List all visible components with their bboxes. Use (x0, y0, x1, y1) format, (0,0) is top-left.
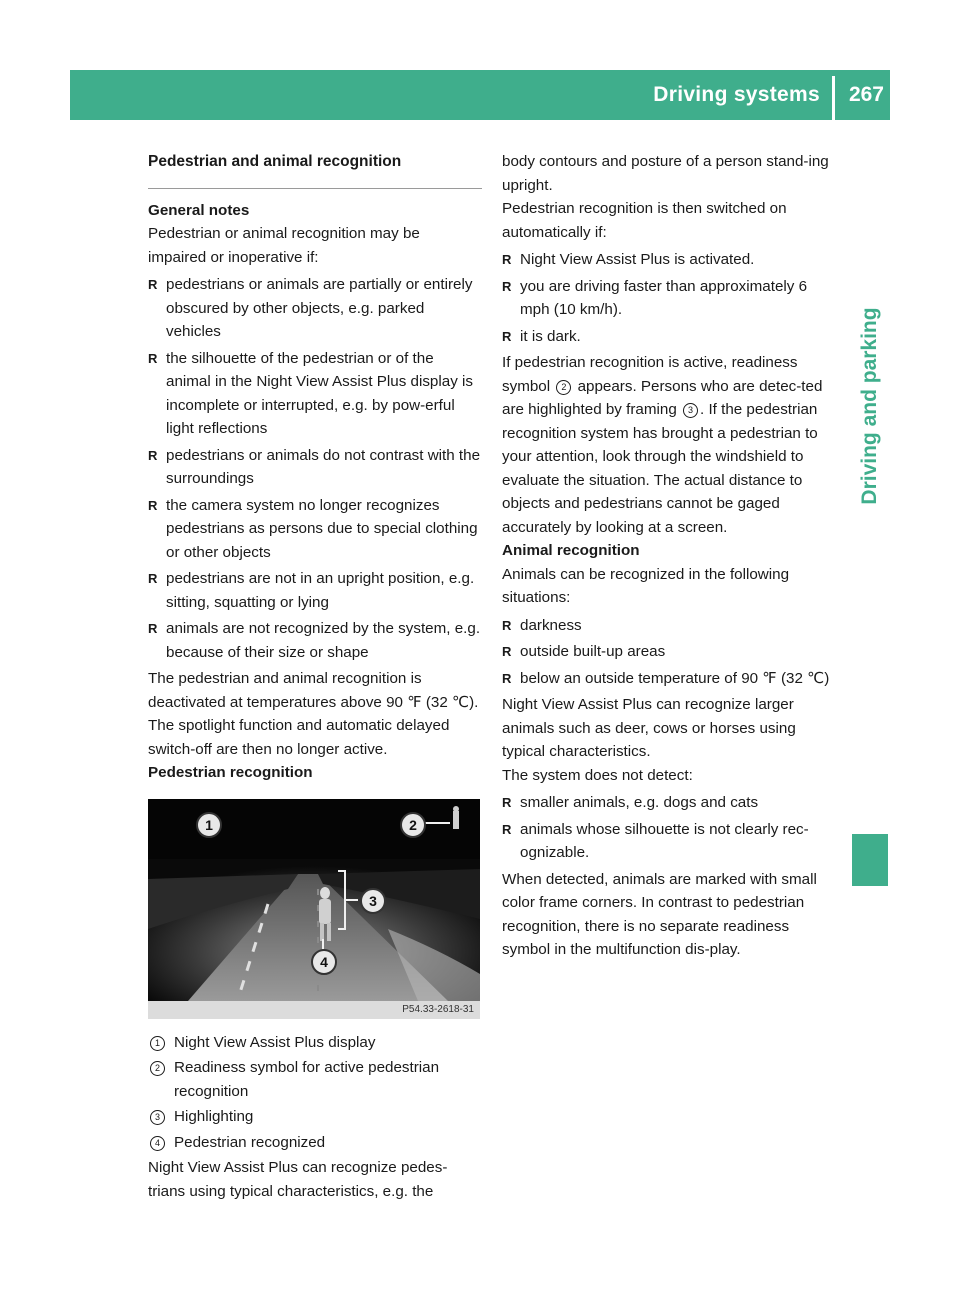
legend-text: Pedestrian recognized (174, 1133, 326, 1151)
callout-1: 1 (196, 812, 222, 838)
legend-text: Readiness symbol for active pedestrian recognition (174, 1059, 440, 1100)
ref-number: 3 (683, 403, 698, 418)
readiness-text-c: . If the pedestrian recognition system has brought a pedestrian to your attention, look through the windshield to evaluate the situation. The actual distance to objects and pedestrians cannot be gaged accurately by looking at a screen. (502, 401, 818, 536)
figure-legend (148, 1031, 482, 1155)
readiness-paragraph (502, 351, 836, 539)
general-notes-heading: General notes (148, 201, 250, 219)
list-item: R below an outside temperature of 90 ℉ (32 ℃) (502, 667, 836, 691)
list-item: R you are driving faster than approximately 6 mph (10 km/h). (502, 275, 836, 322)
night-view-figure (148, 799, 480, 1019)
legend-number: 2 (150, 1061, 165, 1076)
side-tab (852, 216, 888, 596)
legend-number: 3 (150, 1110, 165, 1125)
pedestrian-paragraph-1-continued: body contours and posture of a person stand-ing upright. (502, 153, 829, 194)
section-title: Pedestrian and animal recognition (148, 150, 482, 189)
callout-3: 3 (360, 888, 386, 914)
animal-paragraph-1: Night View Assist Plus can recognize larger animals such as deer, cows or horses using typical characteristics. (502, 696, 796, 760)
pedestrian-paragraph-1: Night View Assist Plus can recognize pedes-trians using typical characteristics, e.g. the (148, 1159, 448, 1200)
not-detect-intro: The system does not detect: (502, 766, 693, 784)
callout-2: 2 (400, 812, 426, 838)
pedestrian-recognition-heading: Pedestrian recognition (148, 764, 313, 781)
legend-item (148, 1131, 482, 1155)
header-title: Driving systems (653, 83, 820, 106)
readiness-text-a: If pedestrian recognition is active, readiness symbol (502, 354, 798, 395)
animal-bullet-list (502, 614, 836, 691)
animal-intro: Animals can be recognized in the following situations: (502, 565, 790, 606)
animal-paragraph-2: When detected, animals are marked with small color frame corners. In contrast to pedestrian recognition, there is no separate readiness symbol in the multifunction dis-play. (502, 870, 817, 958)
list-item: R outside built-up areas (502, 640, 836, 664)
general-bullet-list (148, 273, 482, 664)
list-item: R pedestrians are not in an upright position, e.g. sitting, squatting or lying (148, 567, 482, 614)
legend-item (148, 1056, 482, 1103)
legend-item (148, 1105, 482, 1129)
left-column (148, 150, 482, 1203)
not-detect-bullet-list (502, 791, 836, 865)
figure-code: P54.33-2618-31 (148, 1001, 480, 1019)
header-divider (832, 76, 835, 120)
list-item: R animals whose silhouette is not clearly rec-ognizable. (502, 818, 836, 865)
list-item: R Night View Assist Plus is activated. (502, 248, 836, 272)
general-intro: Pedestrian or animal recognition may be impaired or inoperative if: (148, 225, 420, 266)
auto-on-bullet-list (502, 248, 836, 348)
animal-recognition-heading: Animal recognition (502, 542, 640, 559)
list-item: R pedestrians or animals are partially or entirely obscured by other objects, e.g. parked vehicles (148, 273, 482, 344)
auto-on-intro: Pedestrian recognition is then switched on automatically if: (502, 200, 787, 241)
legend-number: 4 (150, 1136, 165, 1151)
header-bar (70, 70, 890, 120)
right-column (502, 150, 836, 962)
side-tab-label: Driving and parking (858, 307, 881, 505)
list-item: R the silhouette of the pedestrian or of the animal in the Night View Assist Plus display is incomplete or interrupted, e.g. by pow-erful light reflections (148, 347, 482, 441)
legend-number: 1 (150, 1036, 165, 1051)
callout-4: 4 (311, 949, 337, 975)
legend-text: Night View Assist Plus display (174, 1033, 376, 1051)
list-item: R smaller animals, e.g. dogs and cats (502, 791, 836, 815)
list-item: R it is dark. (502, 325, 836, 349)
readiness-text-b: appears. Persons who are detec-ted are highlighted by framing (502, 377, 823, 418)
page-number: 267 (848, 83, 884, 106)
legend-text: Highlighting (174, 1108, 254, 1125)
list-item: R the camera system no longer recognizes pedestrians as persons due to special clothing or other objects (148, 494, 482, 565)
deactivation-paragraph: The pedestrian and animal recognition is deactivated at temperatures above 90 ℉ (32 ℃). The spotlight function and automatic delayed switch-off are then no longer active. (148, 670, 479, 758)
list-item: R pedestrians or animals do not contrast with the surroundings (148, 444, 482, 491)
list-item: R animals are not recognized by the system, e.g. because of their size or shape (148, 617, 482, 664)
list-item: R darkness (502, 614, 836, 638)
legend-item (148, 1031, 482, 1055)
side-tab-marker (852, 834, 888, 886)
ref-number: 2 (556, 380, 571, 395)
